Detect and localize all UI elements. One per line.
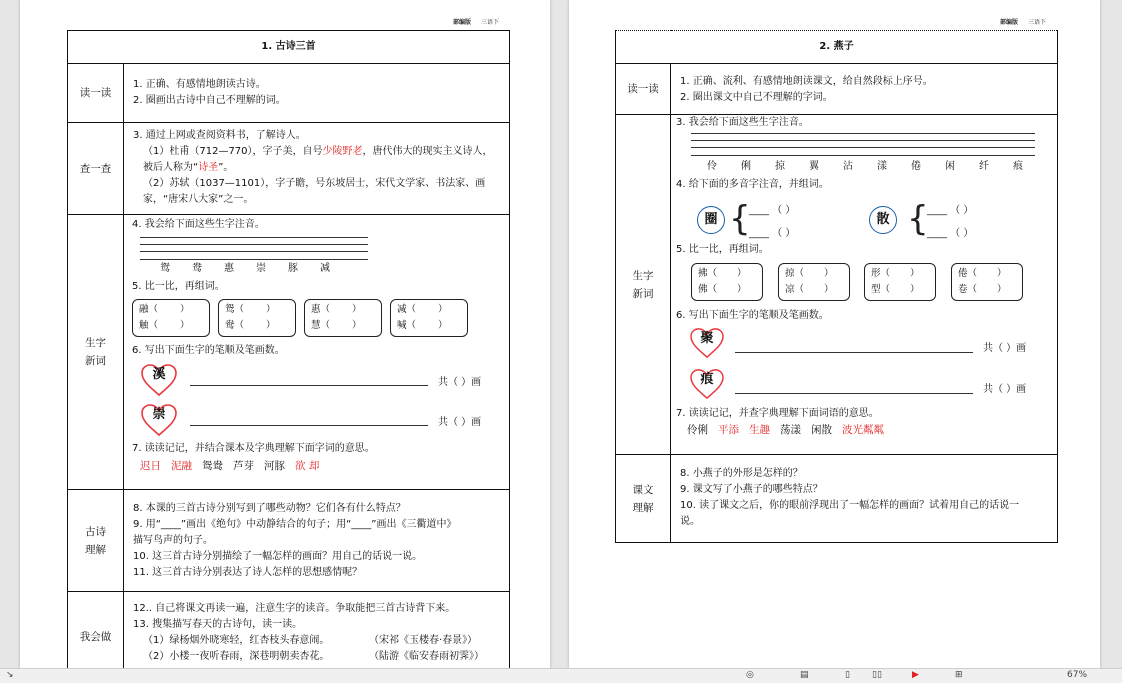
poly-line: ____ （ ） xyxy=(749,205,796,216)
understand-item: 10. 这三首古诗分别描绘了一幅怎样的画面？用自己的话说一说。 xyxy=(133,551,423,562)
stroke-char: 溪 xyxy=(152,367,166,382)
question-7: 7. 读读记记，并查字典理解下面词语的意思。 xyxy=(676,408,879,419)
poem-line: （1）绿杨烟外晓寒轻，红杏枝头春意闹。 （宋祁《玉楼春·春景》） xyxy=(143,635,478,646)
focus-icon[interactable]: ◎ xyxy=(746,670,754,680)
worksheet-table-1 xyxy=(67,30,510,668)
compare-box: 鸳（ ） 鸯（ ） xyxy=(218,299,296,337)
stroke-count: 共（ ）画 xyxy=(438,417,482,428)
understand-item: 9. 用“____”画出《绝句》中动静结合的句子；用“____”画出《三衢道中》 xyxy=(133,519,457,530)
polyphone-circle: 圈 xyxy=(697,206,725,234)
worksheet-table-2: 2. 燕子 读一读 1. 正确、流利、有感情地朗读课文，给自然段标上序号。 2. 圈出课文中自己不理解的字词。 生字 新词 3. 我会给下面这些生字注音。 伶 俐 掠 翼 沾 漾 倦 闲 纤 痕 4. 给下面的多音字注音，并组词。 圈 { ____ （ ） ____ （ ） 散 { ____ （ ） ____ （ ） 5. 比一比，再组词。 拂（ ） 佛（ ） 掠（ ） 凉（ ） 形（ ） 型（ ） 倦（ ） 卷（ ） 6. 写出下面生字的笔顺及笔画数。 聚 共（ ）画 痕 共（ ）画 7. 读读记记，并查字典理解下面词语的意思。 伶俐 平添 生趣 荡漾 闲散 波光粼粼 课文 理解 8. 小燕子的外形是怎样的？ 9. 课文写了小燕子的哪些特点？ 10. 读了课文之后，你的眼前浮现出了一幅怎样的画面？试着用自己的话说一 说。 xyxy=(615,30,1058,543)
poly-line: ____ （ ） xyxy=(749,228,796,239)
stroke-char: 痕 xyxy=(700,372,714,387)
stroke-char: 聚 xyxy=(700,331,714,346)
lesson-title: 1. 古诗三首 xyxy=(68,31,510,64)
understand-item: 描写鸟声的句子。 xyxy=(133,535,213,546)
read-item: 1. 正确、有感情地朗读古诗。 xyxy=(133,79,266,90)
section-label-understand: 课文 理解 xyxy=(616,455,671,543)
section-label-can: 我会做 xyxy=(68,592,124,669)
question-4: 4. 我会给下面这些生字注音。 xyxy=(132,219,265,230)
can-item: 12.. 自己将课文再读一遍，注意生字的读音。争取能把三首古诗背下来。 xyxy=(133,603,456,614)
poem-line: （2）小楼一夜听春雨，深巷明朝卖杏花。 （陆游《临安春雨初霁》） xyxy=(143,651,484,662)
question-7: 7. 读读记记，并结合课本及字典理解下面字词的意思。 xyxy=(132,443,375,454)
compare-box: 形（ ） 型（ ） xyxy=(864,263,936,301)
stroke-count: 共（ ）画 xyxy=(438,377,482,388)
compare-box: 掠（ ） 凉（ ） xyxy=(778,263,850,301)
view-mode-icon[interactable]: ▤ xyxy=(800,670,809,680)
page-header: 部编版 三语下 xyxy=(1000,19,1047,26)
dufu-line-1: （1）杜甫（712—770），字子美，自号少陵野老，唐代伟大的现实主义诗人， xyxy=(143,146,493,157)
question-6: 6. 写出下面生字的笔顺及笔画数。 xyxy=(676,310,829,321)
compare-box: 融（ ） 触（ ） xyxy=(132,299,210,337)
single-page-icon[interactable]: ▯ xyxy=(845,670,850,680)
question-5: 5. 比一比，再组词。 xyxy=(132,281,225,292)
understand-item: 8. 本课的三首古诗分别写到了哪些动物？它们各有什么特点？ xyxy=(133,503,406,514)
understand-item: 9. 课文写了小燕子的哪些特点？ xyxy=(680,484,823,495)
question-3: 3. 我会给下面这些生字注音。 xyxy=(676,117,809,128)
sushi-line: （2）苏轼（1037—1101），字子瞻，号东坡居士，宋代文学家、书法家、画 xyxy=(143,178,486,189)
read-item: 1. 正确、流利、有感情地朗读课文，给自然段标上序号。 xyxy=(680,76,933,87)
compare-box: 惠（ ） 慧（ ） xyxy=(304,299,382,337)
two-page-icon[interactable]: ▯▯ xyxy=(872,670,882,680)
understand-item: 8. 小燕子的外形是怎样的？ xyxy=(680,468,803,479)
question-6: 6. 写出下面生字的笔顺及笔画数。 xyxy=(132,345,285,356)
question-4: 4. 给下面的多音字注音，并组词。 xyxy=(676,179,829,190)
section-label-understand: 古诗 理解 xyxy=(68,490,124,592)
read-item: 2. 圈出课文中自己不理解的字词。 xyxy=(680,92,833,103)
status-bar xyxy=(0,668,1122,683)
understand-item: 10. 读了课文之后，你的眼前浮现出了一幅怎样的画面？试着用自己的话说一 xyxy=(680,500,1020,511)
vocab-list: 伶俐 平添 生趣 荡漾 闲散 波光粼粼 xyxy=(687,424,884,436)
vocab-list: 迟日 泥融 鸳鸯 芦芽 河豚 欲 却 xyxy=(140,460,320,472)
section-label-read: 读一读 xyxy=(68,64,124,123)
compare-box: 倦（ ） 卷（ ） xyxy=(951,263,1023,301)
compare-box: 拂（ ） 佛（ ） xyxy=(691,263,763,301)
understand-item: 11. 这三首古诗分别表达了诗人怎样的思想感情呢？ xyxy=(133,567,363,578)
poly-line: ____ （ ） xyxy=(927,205,974,216)
lesson-title: 2. 燕子 xyxy=(616,31,1058,64)
stroke-count: 共（ ）画 xyxy=(983,384,1027,395)
zoom-level[interactable]: 67% xyxy=(1067,670,1088,680)
pinyin-chars: 鸳 鸯 惠 崇 豚 减 xyxy=(160,263,330,274)
pinyin-chars: 伶 俐 掠 翼 沾 漾 倦 闲 纤 痕 xyxy=(707,161,1023,172)
section-label-newchars: 生字 新词 xyxy=(616,115,671,455)
dufu-line-2: 被后人称为“诗圣”。 xyxy=(143,162,234,173)
section-label-check: 查一查 xyxy=(68,123,124,215)
play-icon[interactable]: ▶ xyxy=(912,670,919,680)
question-5: 5. 比一比，再组词。 xyxy=(676,244,769,255)
check-item: 3. 通过上网或查阅资料书，了解诗人。 xyxy=(133,130,306,141)
poly-line: ____ （ ） xyxy=(927,228,974,239)
stroke-count: 共（ ）画 xyxy=(983,343,1027,354)
can-item: 13. 搜集描写春天的古诗句，读一读。 xyxy=(133,619,303,630)
page-1 xyxy=(20,0,550,668)
understand-item: 说。 xyxy=(680,516,700,527)
sushi-line: 家，“唐宋八大家”之一。 xyxy=(143,194,254,205)
collapse-icon[interactable]: ↘ xyxy=(6,670,14,680)
compare-box: 减（ ） 喊（ ） xyxy=(390,299,468,337)
page-2 xyxy=(569,0,1100,668)
fit-icon[interactable]: ⊞ xyxy=(955,670,963,680)
stroke-char: 崇 xyxy=(152,407,166,422)
read-item: 2. 圈画出古诗中自己不理解的词。 xyxy=(133,95,286,106)
section-label-read: 读一读 xyxy=(616,64,671,115)
polyphone-circle: 散 xyxy=(869,206,897,234)
page-header: 部编版 三语下 xyxy=(453,19,500,26)
section-label-newchars: 生字 新词 xyxy=(68,215,124,490)
